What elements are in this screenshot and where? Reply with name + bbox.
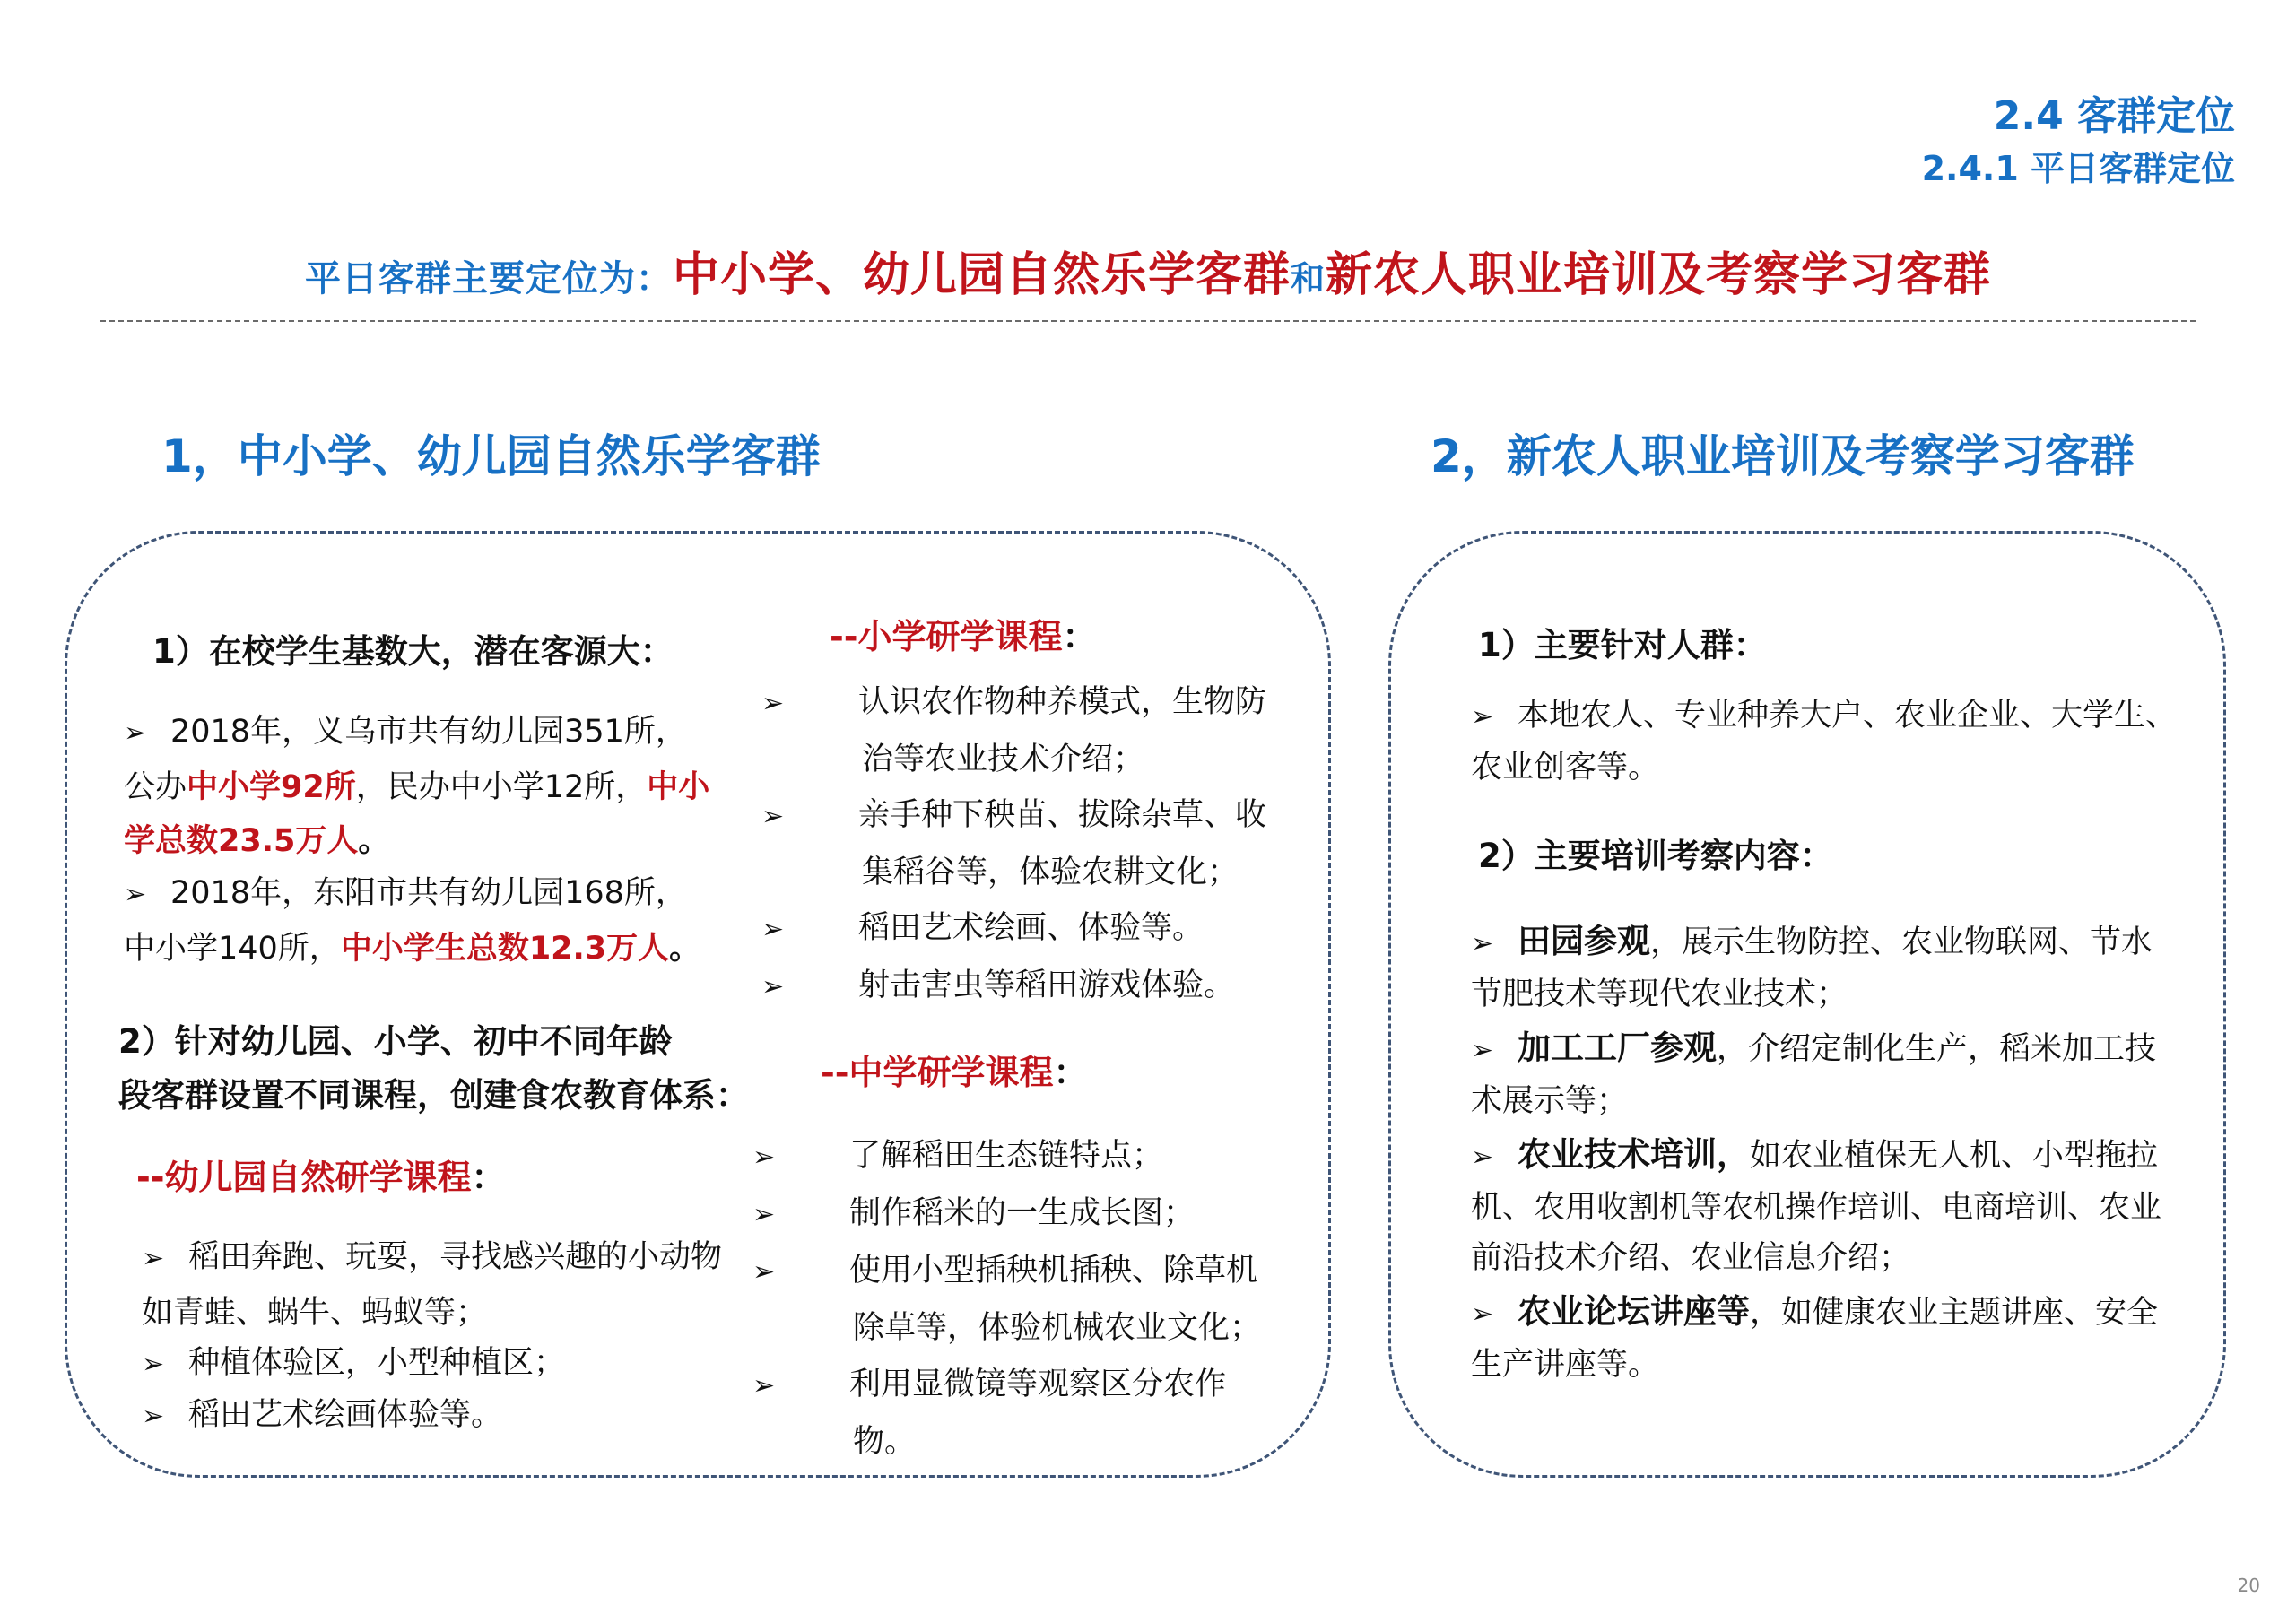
bullet-arrow-icon: ➢ [1471, 928, 1494, 959]
training-content-item: ➢ 农业论坛讲座等，如健康农业主题讲座、安全生产讲座等。 [1471, 1287, 2179, 1390]
primary-course-item: ➢ 亲手种下秧苗、拔除杂草、收集稻谷等，体验农耕文化； [812, 787, 1296, 900]
primary-course-item: ➢ 认识农作物种养模式，生物防治等农业技术介绍； [812, 674, 1296, 787]
left-point1-bullet-2: ➢ 2018年，东阳市共有幼儿园168所，中小学140所，中小学生总数12.3万人。 [124, 866, 716, 976]
headline-group2: 新农人职业培训及考察学习客群 [1326, 248, 1992, 302]
left-point2-heading-line2: 段客群设置不同课程，创建食农教育体系： [118, 1076, 749, 1115]
bullet-arrow-icon: ➢ [752, 1370, 776, 1402]
bullet-arrow-icon: ➢ [752, 1256, 776, 1288]
kindergarten-course-item: ➢ 稻田奔跑、玩耍，寻找感兴趣的小动物如青蛙、蜗牛、蚂蚁等； [142, 1230, 734, 1340]
right-group-title: 2，新农人职业培训及考察学习客群 [1431, 430, 2135, 482]
bullet-arrow-icon: ➢ [1471, 701, 1494, 733]
section-number-title: 2.4 客群定位 [1993, 93, 2235, 139]
bullet-arrow-icon: ➢ [1471, 1141, 1494, 1173]
right-point1-heading: 1）主要针对人群： [1478, 626, 1767, 664]
bullet-arrow-icon: ➢ [124, 879, 147, 910]
bullet-arrow-icon: ➢ [1471, 1298, 1494, 1330]
left-point2-heading-line1: 2）针对幼儿园、小学、初中不同年龄 [118, 1022, 673, 1061]
middle-course-heading: --中学研学课程： [821, 1053, 1088, 1092]
headline-conjunction: 和 [1290, 259, 1326, 299]
headline-group1: 中小学、幼儿园自然乐学客群 [672, 248, 1291, 302]
middle-course-item: ➢ 了解稻田生态链特点； [803, 1128, 1287, 1185]
kindergarten-course-list [142, 1230, 734, 1444]
bullet-arrow-icon: ➢ [761, 801, 785, 832]
primary-course-item: ➢ 射击害虫等稻田游戏体验。 [812, 958, 1296, 1015]
middle-course-item: ➢ 使用小型插秧机插秧、除草机除草等，体验机械农业文化； [803, 1243, 1287, 1357]
training-content-item: ➢ 加工工厂参观，介绍定制化生产，稻米加工技术展示等； [1471, 1023, 2179, 1126]
kindergarten-course-item: ➢ 种植体验区，小型种植区； [142, 1336, 734, 1392]
bullet-arrow-icon: ➢ [761, 688, 785, 719]
headline-lead: 平日客群主要定位为： [304, 258, 673, 299]
left-group-title: 1，中小学、幼儿园自然乐学客群 [161, 430, 821, 482]
kindergarten-course-heading: --幼儿园自然研学课程： [136, 1158, 506, 1197]
page-headline [0, 244, 2296, 310]
primary-course-list [761, 674, 1296, 1015]
primary-course-item: ➢ 稻田艺术绘画、体验等。 [812, 900, 1296, 958]
kindergarten-course-item: ➢ 稻田艺术绘画体验等。 [142, 1388, 734, 1444]
right-point1-bullet: ➢ 本地农人、专业种养大户、农业企业、大学生、农业创客等。 [1471, 690, 2179, 793]
middle-course-list [752, 1128, 1287, 1471]
bullet-arrow-icon: ➢ [761, 914, 785, 945]
middle-course-item: ➢ 制作稻米的一生成长图； [803, 1185, 1287, 1243]
bullet-arrow-icon: ➢ [124, 717, 147, 749]
subsection-number-title: 2.4.1 平日客群定位 [1921, 149, 2235, 188]
page-number: 20 [2237, 1575, 2260, 1596]
left-point1-bullet-1: ➢ 2018年，义乌市共有幼儿园351所，公办中小学92所，民办中小学12所，中小学总数23.5万人。 [124, 705, 716, 868]
primary-course-heading: --小学研学课程： [830, 617, 1097, 656]
left-point1-heading: 1）在校学生基数大，潜在客源大： [152, 632, 674, 671]
training-content-list [1471, 916, 2179, 1390]
bullet-arrow-icon: ➢ [1471, 1035, 1494, 1066]
bullet-arrow-icon: ➢ [142, 1243, 165, 1274]
middle-course-item: ➢ 利用显微镜等观察区分农作物。 [803, 1357, 1287, 1471]
bullet-arrow-icon: ➢ [752, 1199, 776, 1230]
bullet-arrow-icon: ➢ [142, 1349, 165, 1380]
bullet-arrow-icon: ➢ [142, 1401, 165, 1432]
bullet-arrow-icon: ➢ [761, 971, 785, 1002]
headline-divider [100, 320, 2196, 322]
right-point2-heading: 2）主要培训考察内容： [1478, 837, 1833, 875]
training-content-item: ➢ 农业技术培训，如农业植保无人机、小型拖拉机、农用收割机等农机操作培训、电商培训、农业前沿技术介绍、农业信息介绍； [1471, 1130, 2179, 1283]
training-content-item: ➢ 田园参观，展示生物防控、农业物联网、节水节肥技术等现代农业技术； [1471, 916, 2179, 1020]
bullet-arrow-icon: ➢ [752, 1141, 776, 1173]
